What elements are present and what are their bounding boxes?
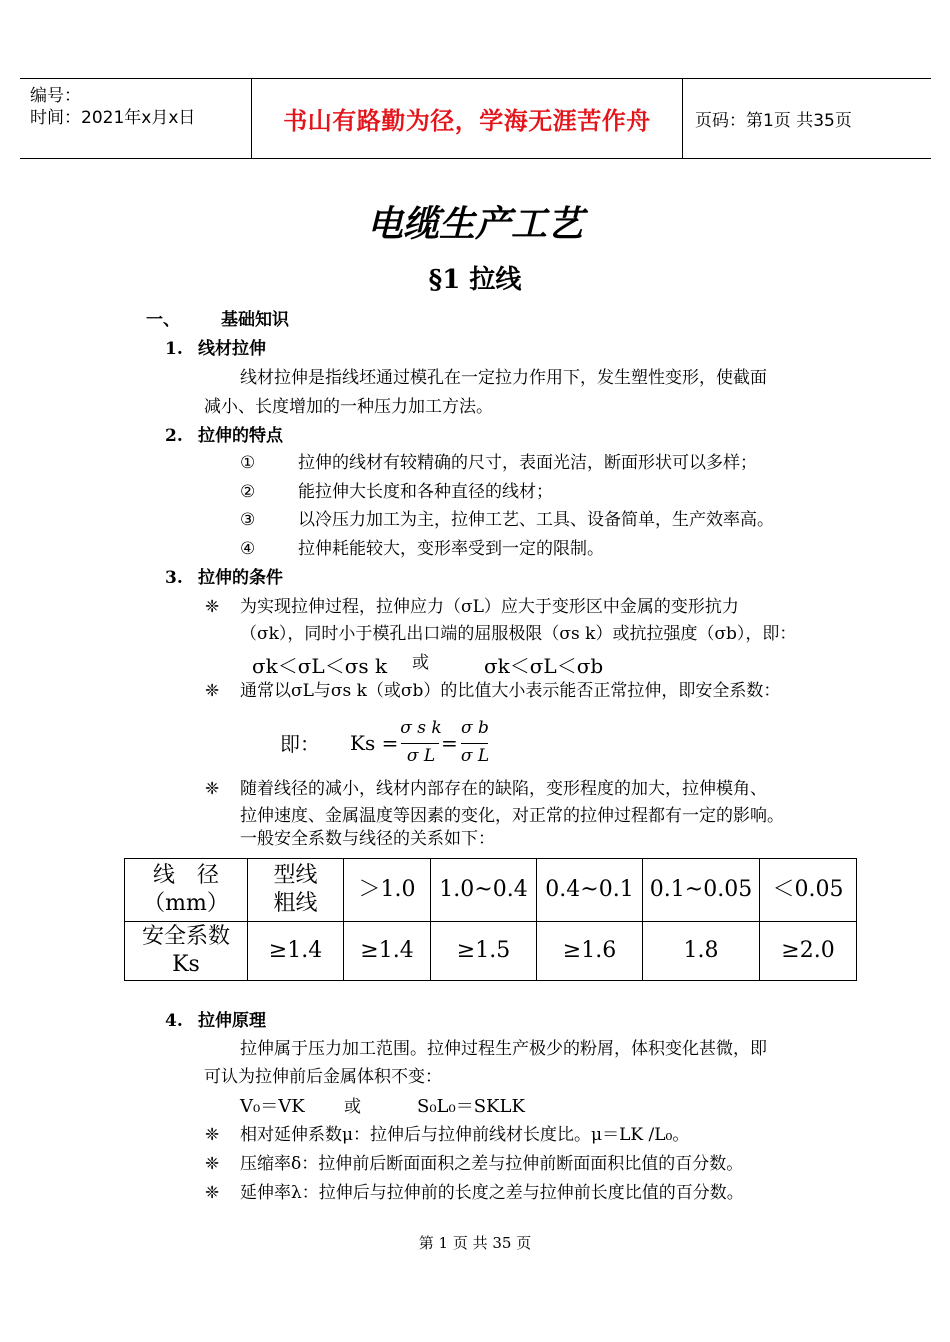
item2-heading: 拉伸的特点 <box>198 426 283 446</box>
cell-line: 0.1~0.05 <box>649 877 753 902</box>
elongation-rate-text: 延伸率λ：拉伸后与拉伸前的长度之差与拉伸前长度比值的百分数。 <box>240 1183 744 1203</box>
table-row <box>125 859 857 922</box>
section-heading: 基础知识 <box>221 310 289 330</box>
cell-line: 线 径 <box>152 863 219 888</box>
item4-text-line1: 拉伸属于压力加工范围。拉伸过程生产极少的粉屑，体积变化甚微，即 <box>240 1039 767 1059</box>
motto: 书山有路勤为径，学海无涯苦作舟 <box>283 107 651 135</box>
cell-line: ≥2.0 <box>781 938 835 963</box>
bullet-icon: ❈ <box>205 1154 220 1174</box>
formula-ks: Ks = <box>350 731 399 755</box>
item4-text-line2: 可认为拉伸前后金属体积不变： <box>204 1067 442 1087</box>
fraction1-bar <box>401 743 439 744</box>
bullet-icon: ❈ <box>205 597 220 617</box>
factors-text-line3: 一般安全系数与线径的关系如下： <box>240 829 495 849</box>
item1-number: 1. <box>165 339 183 359</box>
page-footer: 第 1 页 共 35 页 <box>418 1234 532 1252</box>
cell-line: Ks <box>172 952 200 977</box>
header-table <box>20 78 931 159</box>
factors-text-line2: 拉伸速度、金属温度等因素的变化，对正常的拉伸过程都有一定的影响。 <box>240 806 784 826</box>
condition-inequality-left: σk＜σL＜σs k <box>252 654 388 678</box>
condition-text-line1: 为实现拉伸过程，拉伸应力（σL）应大于变形区中金属的变形抗力 <box>240 597 739 617</box>
section-number: 一、 <box>146 310 180 330</box>
item3-number: 3. <box>165 568 183 588</box>
feature-mark-4: ④ <box>240 539 256 559</box>
formula-prefix: 即： <box>280 732 320 756</box>
feature-mark-2: ② <box>240 482 256 502</box>
table-cell <box>537 922 643 981</box>
feature-mark-3: ③ <box>240 510 256 530</box>
cell-line: 1.8 <box>683 938 719 963</box>
compression-ratio-text: 压缩率δ：拉伸前后断面面积之差与拉伸前断面面积比值的百分数。 <box>240 1154 744 1174</box>
feature-mark-1: ① <box>240 453 256 473</box>
table-cell <box>431 922 537 981</box>
item4-number: 4. <box>165 1011 183 1031</box>
bullet-icon: ❈ <box>205 779 220 799</box>
cell-line: ≥1.4 <box>360 938 414 963</box>
volume-equation-or: 或 <box>344 1097 361 1117</box>
table-cell <box>760 859 857 922</box>
feature-text-2: 能拉伸大长度和各种直径的线材； <box>298 482 553 502</box>
document-title: 电缆生产工艺 <box>366 204 583 245</box>
header-motto-cell <box>252 79 683 158</box>
header-info-cell <box>20 79 252 158</box>
bullet-icon: ❈ <box>205 1125 220 1145</box>
condition-text-line2: （σk），同时小于模孔出口端的屈服极限（σs k）或抗拉强度（σb），即： <box>240 624 797 644</box>
cell-line: ≥1.4 <box>268 938 323 963</box>
table-cell <box>248 859 344 922</box>
volume-equation-left: V₀＝VK <box>240 1096 305 1117</box>
item2-number: 2. <box>165 426 183 446</box>
item1-text-line2: 减小、长度增加的一种压力加工方法。 <box>204 397 493 417</box>
cell-line: ＜0.05 <box>772 877 844 902</box>
section-title: §1 拉线 <box>428 265 522 295</box>
cell-line: 0.4~0.1 <box>545 877 634 902</box>
table-cell <box>643 922 760 981</box>
cell-line: 粗线 <box>273 891 318 916</box>
item4-heading: 拉伸原理 <box>198 1011 266 1031</box>
number-label: 编号： <box>30 86 81 106</box>
feature-text-4: 拉伸耗能较大，变形率受到一定的限制。 <box>298 539 604 559</box>
table-cell <box>125 922 248 981</box>
bullet-icon: ❈ <box>205 681 220 701</box>
table-cell <box>344 922 431 981</box>
cell-line: （mm） <box>143 891 229 916</box>
elongation-coefficient-text: 相对延伸系数μ：拉伸后与拉伸前线材长度比。μ＝LK /L₀。 <box>240 1125 690 1145</box>
fraction2-denominator: σ L <box>460 746 490 766</box>
factors-text-line1: 随着线径的减小，线材内部存在的缺陷，变形程度的加大，拉伸模角、 <box>240 779 767 799</box>
feature-text-1: 拉伸的线材有较精确的尺寸，表面光洁，断面形状可以多样； <box>298 453 757 473</box>
cell-line: 安全系数 <box>141 924 230 949</box>
table-cell <box>431 859 537 922</box>
item3-heading: 拉伸的条件 <box>198 568 283 588</box>
volume-equation-right: S₀L₀＝SKLK <box>417 1096 525 1117</box>
bullet-icon: ❈ <box>205 1183 220 1203</box>
table-row <box>125 922 857 981</box>
cell-line: ≥1.5 <box>456 938 511 963</box>
fraction1-denominator: σ L <box>406 746 436 766</box>
formula-equals: = <box>441 731 458 755</box>
item1-heading: 线材拉伸 <box>198 339 266 359</box>
safety-factor-table <box>124 858 857 981</box>
cell-line: 1.0~0.4 <box>439 877 528 902</box>
table-cell <box>537 859 643 922</box>
table-cell <box>248 922 344 981</box>
table-cell <box>344 859 431 922</box>
table-cell <box>643 859 760 922</box>
cell-line: 型线 <box>273 863 318 888</box>
condition-or: 或 <box>412 653 429 673</box>
fraction2-bar <box>461 743 488 744</box>
safety-factor-text: 通常以σL与σs k（或σb）的比值大小表示能否正常拉伸，即安全系数： <box>240 681 781 701</box>
header-page-cell <box>683 79 931 158</box>
time-label: 时间：2021年x月x日 <box>30 108 196 128</box>
table-cell <box>760 922 857 981</box>
cell-line: ＞1.0 <box>358 877 416 902</box>
table-cell <box>125 859 248 922</box>
feature-text-3: 以冷压力加工为主，拉伸工艺、工具、设备简单，生产效率高。 <box>298 510 774 530</box>
page-info: 页码：第1页 共35页 <box>695 111 852 131</box>
fraction2-numerator: σ b <box>461 718 489 738</box>
cell-line: ≥1.6 <box>562 938 617 963</box>
item1-text-line1: 线材拉伸是指线坯通过模孔在一定拉力作用下，发生塑性变形，使截面 <box>240 368 767 388</box>
fraction1-numerator: σ s k <box>400 718 442 738</box>
condition-inequality-right: σk＜σL＜σb <box>484 654 604 678</box>
